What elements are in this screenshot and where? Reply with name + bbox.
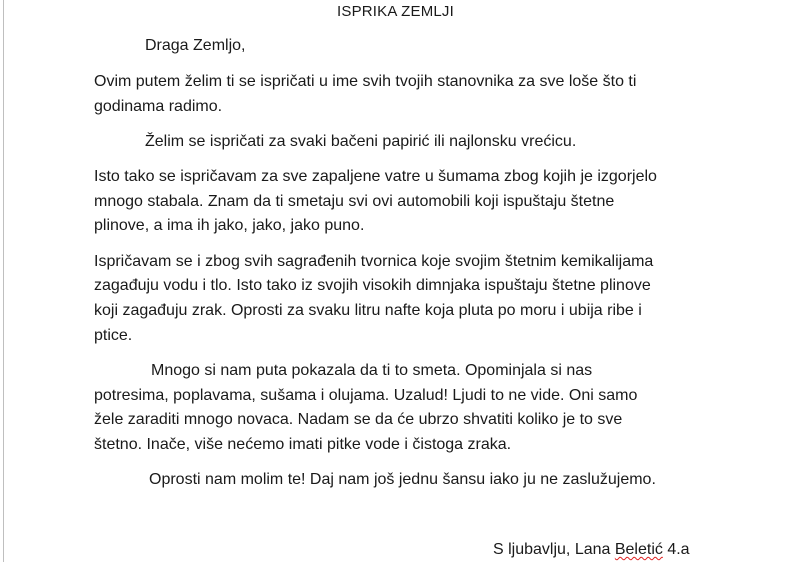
paragraph-5-line-4: štetno. Inače, više nećemo imati pitke vode i čistoga zraka. (94, 436, 512, 453)
paragraph-5-line-2: potresima, poplavama, sušama i olujama. Uzalud! Ljudi to ne vide. Oni samo (94, 387, 638, 404)
greeting: Draga Zemljo, (145, 37, 246, 54)
document-title: ISPRIKA ZEMLJI (337, 3, 454, 20)
signature-prefix: S ljubavlju, Lana (493, 541, 615, 558)
paragraph-1-line-2: godinama radimo. (94, 98, 223, 115)
paragraph-4-line-1: Ispričavam se i zbog svih sagrađenih tvornica koje svojim štetnim kemikalijama (94, 253, 654, 270)
paragraph-3-line-3: plinove, a ima ih jako, jako, jako puno. (94, 217, 365, 234)
paragraph-4-line-2: zagađuju vodu i tlo. Isto tako iz svojih visokih dimnjaka ispuštaju štetne plinove (94, 277, 651, 294)
paragraph-5-line-1: Mnogo si nam puta pokazala da ti to smeta. Opominjala si nas (151, 362, 593, 379)
paragraph-2-line-1: Želim se ispričati za svaki bačeni papirić ili najlonsku vrećicu. (145, 133, 577, 150)
signature-suffix: 4.a (662, 541, 690, 558)
paragraph-4-line-4: ptice. (94, 327, 133, 344)
paragraph-5-line-3: žele zaraditi mnogo novaca. Nadam se da će ubrzo shvatiti koliko je to sve (94, 411, 623, 428)
signature (493, 540, 690, 560)
paragraph-4-line-3: koji zagađuju zrak. Oprosti za svaku litru nafte koja pluta po moru i ubija ribe i (94, 302, 642, 319)
paragraph-6-line-1: Oprosti nam molim te! Daj nam još jednu šansu iako ju ne zaslužujemo. (149, 471, 656, 488)
paragraph-3-line-2: mnogo stabala. Znam da ti smetaju svi ovi automobili koji ispuštaju štetne (94, 193, 615, 210)
paragraph-3-line-1: Isto tako se ispričavam za sve zapaljene vatre u šumama zbog kojih je izgorjelo (94, 168, 657, 185)
signature-surname: Beletić (614, 541, 663, 558)
paragraph-1-line-1: Ovim putem želim ti se ispričati u ime svih tvojih stanovnika za sve loše što ti (94, 73, 637, 90)
page-margin-rule (3, 0, 4, 562)
